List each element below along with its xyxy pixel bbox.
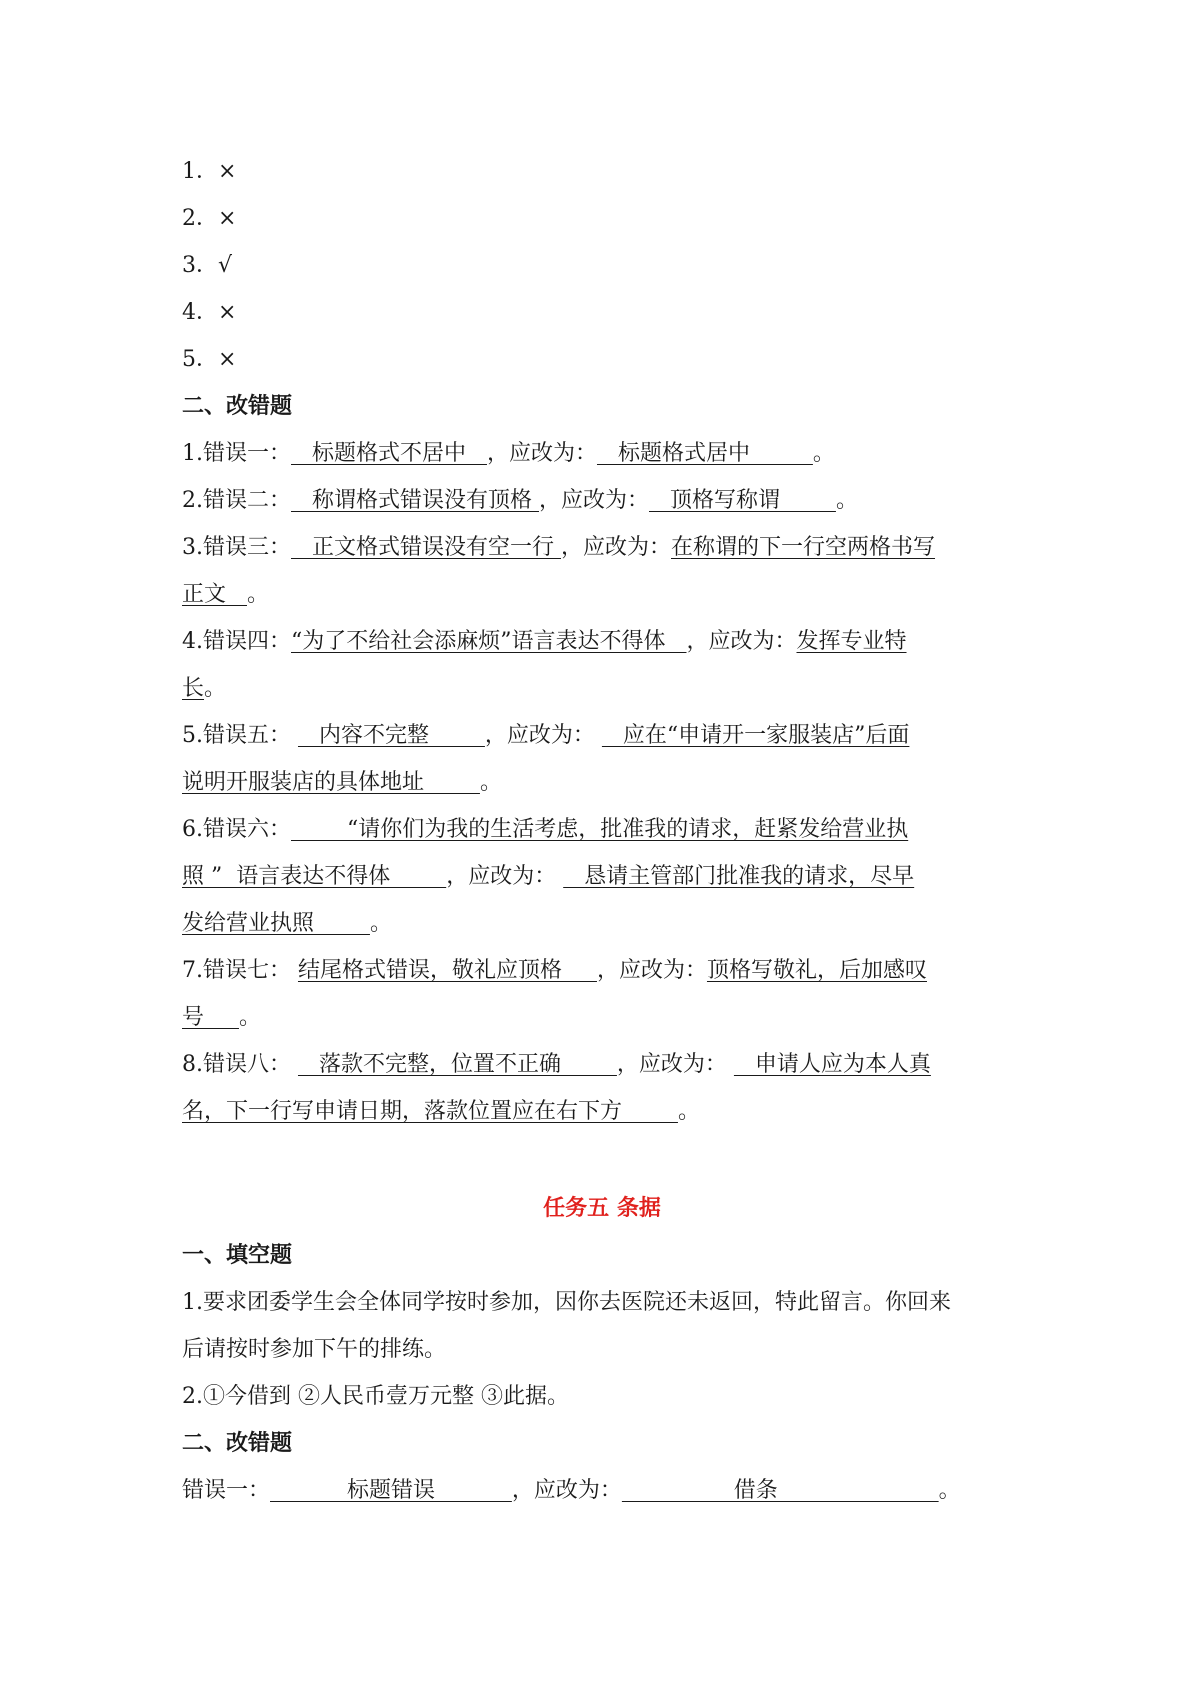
- answer-line: [182, 853, 1022, 900]
- underlined-answer: 恳请主管部门批准我的请求，尽早: [563, 864, 915, 889]
- answer-text: 1.错误一：: [182, 441, 291, 466]
- answer-line: [182, 524, 1022, 571]
- answer-line: [182, 1467, 1022, 1514]
- answer-text: 5.错误五：: [182, 723, 298, 748]
- underlined-answer: 落款不完整，位置不正确: [297, 1052, 617, 1077]
- answer-item: 5．×: [182, 347, 237, 372]
- document-page: [182, 148, 1022, 1514]
- underlined-answer: “为了不给社会添麻烦”语言表达不得体: [291, 629, 687, 654]
- answer-line: [182, 900, 1022, 947]
- underlined-answer: 标题格式居中: [596, 441, 813, 466]
- correction-answers: [182, 430, 1022, 1135]
- answer-text: 4.错误四：: [182, 629, 291, 654]
- answer-text: 。: [238, 1005, 261, 1030]
- answer-line: [182, 618, 1022, 665]
- answer-text: 2.错误二：: [182, 488, 291, 513]
- underlined-answer: 号: [182, 1005, 239, 1030]
- answer-text: ，应改为：: [538, 488, 649, 513]
- answer-text: 。: [938, 1478, 961, 1503]
- answer-text: 7.错误七：: [182, 958, 298, 983]
- underlined-answer: 顶格写称谓: [649, 488, 836, 513]
- underlined-answer: 借条: [621, 1478, 939, 1503]
- answer-item: 3．√: [182, 253, 233, 278]
- section-heading-correction-2: 二、改错题: [182, 1431, 293, 1456]
- answer-line: [182, 759, 1022, 806]
- answer-line: [182, 430, 1022, 477]
- answer-text: 。: [369, 911, 392, 936]
- judgement-answers: [182, 148, 1022, 383]
- answer-line: [182, 712, 1022, 759]
- section-heading-correction: 二、改错题: [182, 394, 293, 419]
- section-heading-fill: 一、填空题: [182, 1243, 293, 1268]
- fill-answer-line: 2.①今借到 ②人民币壹万元整 ③此据。: [182, 1384, 569, 1409]
- answer-text: 。: [479, 770, 502, 795]
- underlined-answer: 申请人应为本人真: [733, 1052, 931, 1077]
- fill-answer-line: 后请按时参加下午的排练。: [182, 1337, 447, 1362]
- answer-line: [182, 665, 1022, 712]
- answer-item: 2．×: [182, 206, 237, 231]
- underlined-answer: 正文格式错误没有空一行: [291, 535, 561, 560]
- answer-text: ，应改为：: [484, 723, 602, 748]
- answer-text: 错误一：: [182, 1478, 271, 1503]
- answer-text: 3.错误三：: [182, 535, 291, 560]
- underlined-answer: 说明开服装店的具体地址: [182, 770, 480, 795]
- answer-text: ，应改为：: [686, 629, 797, 654]
- answer-text: 。: [204, 676, 227, 701]
- underlined-answer: 顶格写敬礼，后加感叹: [706, 958, 927, 983]
- underlined-answer: 标题格式不居中: [291, 441, 487, 466]
- answer-text: 。: [835, 488, 858, 513]
- underlined-answer: 在称谓的下一行空两格书写: [671, 535, 936, 560]
- underlined-answer: 标题错误: [270, 1478, 512, 1503]
- answer-text: ，应改为：: [596, 958, 707, 983]
- answer-text: ，应改为：: [446, 864, 564, 889]
- answer-line: [182, 994, 1022, 1041]
- answer-text: 。: [812, 441, 835, 466]
- underlined-answer: “请你们为我的生活考虑，批准我的请求，赶紧发给营业执: [291, 817, 909, 842]
- underlined-answer: 结尾格式错误，敬礼应顶格: [297, 958, 597, 983]
- answer-line: [182, 571, 1022, 618]
- correction-answers-2: [182, 1467, 1022, 1514]
- underlined-answer: 内容不完整: [297, 723, 485, 748]
- answer-line: [182, 947, 1022, 994]
- underlined-answer: 正文: [182, 582, 247, 607]
- underlined-answer: 发给营业执照: [182, 911, 370, 936]
- answer-text: 。: [677, 1099, 700, 1124]
- task-title: 任务五 条据: [543, 1196, 661, 1221]
- answer-item: 4．×: [182, 300, 237, 325]
- answer-text: ，应改为：: [486, 441, 597, 466]
- answer-text: 。: [246, 582, 269, 607]
- underlined-answer: 长: [182, 676, 205, 701]
- answer-item: 1．×: [182, 159, 237, 184]
- underlined-answer: 应在“申请开一家服装店”后面: [601, 723, 910, 748]
- answer-line: [182, 806, 1022, 853]
- underlined-answer: 发挥专业特: [796, 629, 907, 654]
- answer-line: [182, 1088, 1022, 1135]
- answer-line: [182, 1041, 1022, 1088]
- answer-line: [182, 477, 1022, 524]
- answer-text: ，应改为：: [511, 1478, 622, 1503]
- answer-text: 8.错误八：: [182, 1052, 298, 1077]
- answer-text: ，应改为：: [560, 535, 671, 560]
- underlined-answer: 称谓格式错误没有顶格: [291, 488, 539, 513]
- answer-text: 6.错误六：: [182, 817, 291, 842]
- answer-text: ，应改为：: [616, 1052, 734, 1077]
- fill-answer-line: 1.要求团委学生会全体同学按时参加，因你去医院还未返回，特此留言。你回来: [182, 1290, 951, 1315]
- underlined-answer: 照 ” 语言表达不得体: [182, 864, 447, 889]
- underlined-answer: 名，下一行写申请日期，落款位置应在右下方: [182, 1099, 678, 1124]
